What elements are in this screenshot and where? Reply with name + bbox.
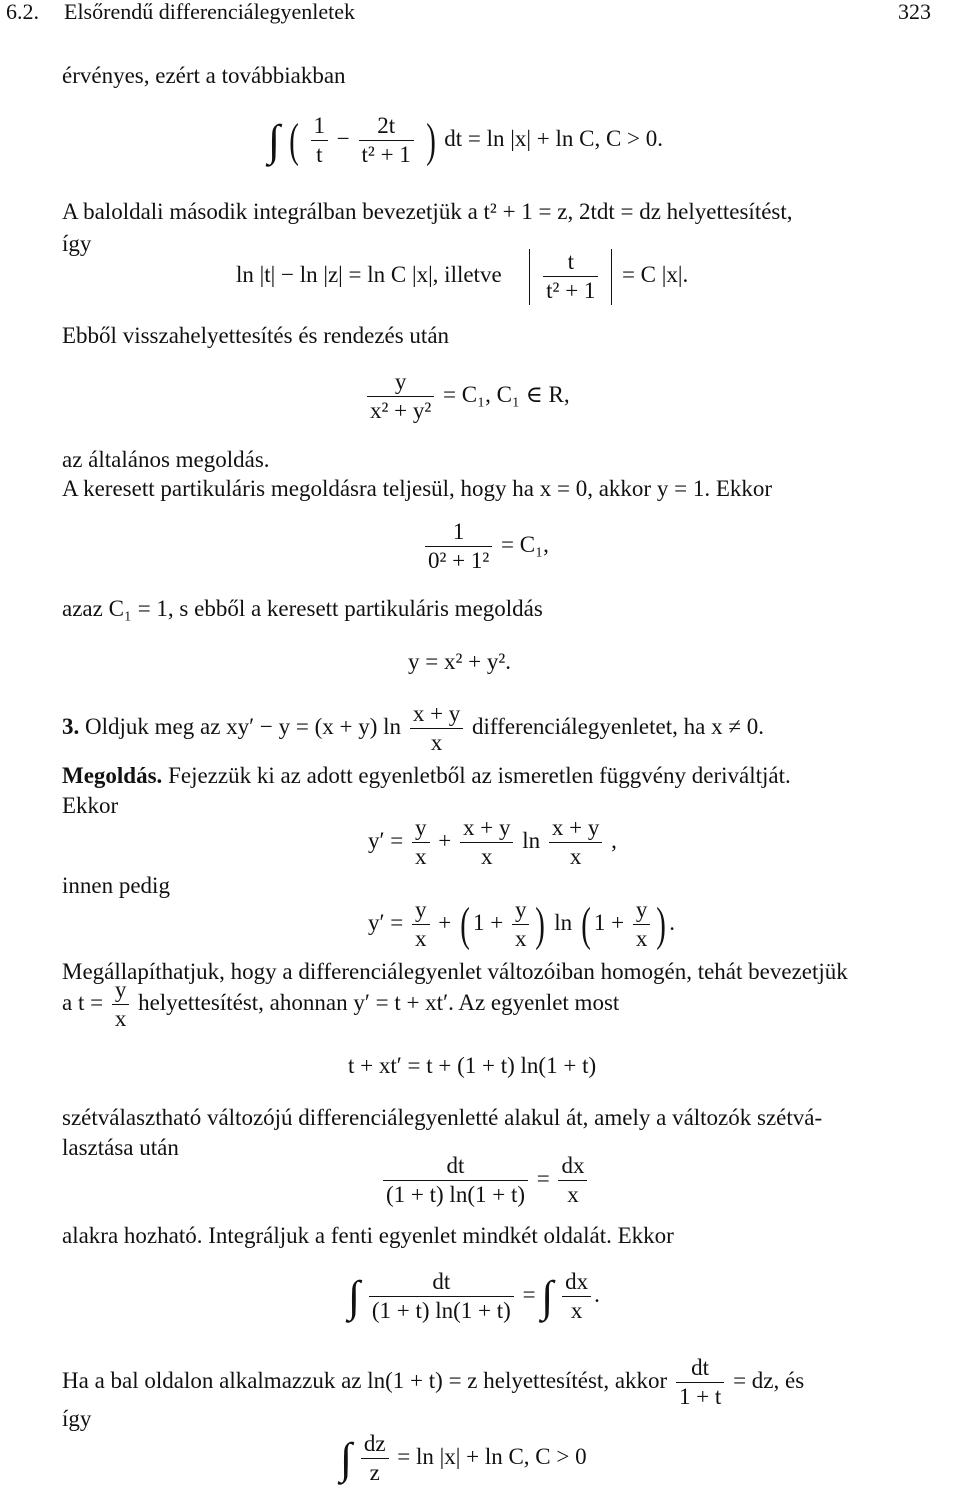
fraction: $\frac{1}{t}$: [311, 112, 329, 169]
problem-number: 3.: [62, 713, 80, 739]
fraction: $\frac{y}{x}$: [412, 896, 430, 953]
paragraph-1: érvényes, ezért a továbbiakban: [62, 63, 346, 88]
paragraph-3: Ebből visszahelyettesítés és rendezés után: [62, 323, 450, 348]
fraction: $\frac{dz}{z}$: [361, 1430, 389, 1487]
equation-10: ∫ $\frac{dt}{(1 + t) \ln(1 + t)}$ = ∫ $\frac{dx}{x}$ .: [348, 1269, 600, 1323]
equation-5: y = x² + y².: [408, 649, 511, 674]
solution-label: Megoldás.: [62, 763, 163, 788]
paragraph-7-line-1: Megállapíthatjuk, hogy a differenciálegyenlet változóiban homogén, tehát bevezetjük: [62, 959, 848, 984]
paragraph-2-line-2: így: [62, 231, 92, 256]
integral-sign: ∫: [348, 1271, 361, 1321]
fraction: $\frac{t}{\text{t² + 1}}$: [543, 248, 598, 305]
paragraph-10-line-2: így: [62, 1406, 92, 1431]
solution-line: [62, 762, 791, 790]
section-number: 6.2.: [6, 0, 39, 24]
fraction: $\frac{y}{x}$: [512, 896, 530, 953]
equation-1: ∫ ( $\frac{1}{t}$ − $\frac{2t}{\text{t² + 1}}$ ) dt = ln |x| + ln C, C > 0.: [268, 113, 664, 167]
equation-9: $\frac{dt}{(1 + t) \ln(1 + t)}$ = $\frac{dx}{x}$: [380, 1152, 590, 1209]
equation-3: [364, 368, 570, 425]
fraction: $\frac{dt}{(1 + t) \ln(1 + t)}$: [383, 1152, 528, 1209]
paragraph-9: alakra hozható. Integráljuk a fenti egyenlet mindkét oldalát. Ekkor: [62, 1223, 674, 1248]
section-title: Elsőrendű differenciálegyenletek: [64, 0, 355, 24]
fraction: $\frac{dx}{x}$: [558, 1152, 587, 1209]
fraction: $\frac{dx}{x}$: [562, 1268, 591, 1325]
equation-4-tail: = C₁,: [501, 531, 549, 557]
fraction: $\frac{x + y}{x}$: [460, 814, 513, 871]
paragraph-6: azaz C₁ = 1, s ebből a keresett partikuláris megoldás: [62, 596, 543, 621]
fraction: $\frac{y}{x}$: [112, 976, 130, 1033]
equation-2-left: ln |t| − ln |z| = ln C |x|, illetve: [236, 261, 502, 287]
problem-3: [62, 700, 764, 757]
integral-sign: ∫: [340, 1433, 353, 1483]
paragraph-7-line-2: a t = $\frac{y}{x}$ helyettesítést, ahonnan y′ = t + xt′. Az egyenlet most: [62, 977, 620, 1031]
equation-6: y′ = $\frac{y}{x}$ + $\frac{x + y}{x}$ ln $\frac{x + y}{x}$ ,: [368, 815, 617, 869]
equation-8: t + xt′ = t + (1 + t) ln(1 + t): [348, 1053, 597, 1078]
innen-pedig: innen pedig: [62, 873, 170, 898]
fraction: $\frac{dt}{1 + t}$: [676, 1354, 724, 1411]
equation-3-tail: = C₁, C₁ ∈ R,: [443, 381, 570, 407]
fraction: $\frac{dt}{(1 + t) \ln(1 + t)}$: [369, 1268, 514, 1325]
equation-1-tail: dt = ln |x| + ln C, C > 0.: [444, 125, 664, 151]
equation-4: [422, 518, 549, 575]
ekkor-text: Ekkor: [62, 793, 119, 818]
equation-11-tail: = ln |x| + ln C, C > 0: [397, 1443, 587, 1469]
problem-text-after: differenciálegyenletet, ha x ≠ 0.: [472, 713, 764, 739]
paragraph-10-line-1: Ha a bal oldalon alkalmazzuk az ln(1 + t) = z helyettesítést, akkor $\frac{dt}{1 + t}$ = dz, és: [62, 1355, 805, 1409]
solution-text: Fejezzük ki az adott egyenletből az ismeretlen függvény deriváltját.: [168, 763, 791, 788]
equation-2: [236, 248, 688, 305]
paragraph-2-line-1: A baloldali második integrálban bevezetjük a t² + 1 = z, 2tdt = dz helyettesítést,: [62, 199, 793, 224]
fraction: $\frac{x + y}{x}$: [410, 700, 463, 757]
fraction: $\frac{y}{\text{x² + y²}}$: [367, 368, 434, 425]
page-number: 323: [898, 0, 931, 24]
fraction: $\frac{1}{\text{0² + 1²}}$: [425, 518, 492, 575]
fraction: $\frac{x + y}{x}$: [549, 814, 602, 871]
fraction: $\frac{y}{x}$: [633, 896, 651, 953]
integral-sign: ∫: [541, 1271, 554, 1321]
paragraph-8-line-2: lasztása után: [62, 1135, 179, 1160]
fraction: $\frac{y}{x}$: [412, 814, 430, 871]
equation-7: y′ = $\frac{y}{x}$ + ( 1 + $\frac{y}{x}$ ) ln ( 1 + $\frac{y}{x}$ ) .: [368, 897, 676, 951]
problem-text-before: Oldjuk meg az xy′ − y = (x + y) ln: [85, 713, 402, 739]
paragraph-5: A keresett partikuláris megoldásra teljesül, hogy ha x = 0, akkor y = 1. Ekkor: [62, 476, 773, 501]
fraction: $\frac{2t}{\text{t² + 1}}$: [359, 112, 414, 169]
equation-2-right: = C |x|.: [621, 261, 689, 287]
integral-sign: ∫: [268, 115, 281, 165]
equation-11: [340, 1430, 587, 1487]
paragraph-8-line-1: szétválasztható változójú differenciálegyenletté alakul át, amely a változók szétvá-: [62, 1105, 823, 1130]
paragraph-4: az általános megoldás.: [62, 447, 270, 472]
